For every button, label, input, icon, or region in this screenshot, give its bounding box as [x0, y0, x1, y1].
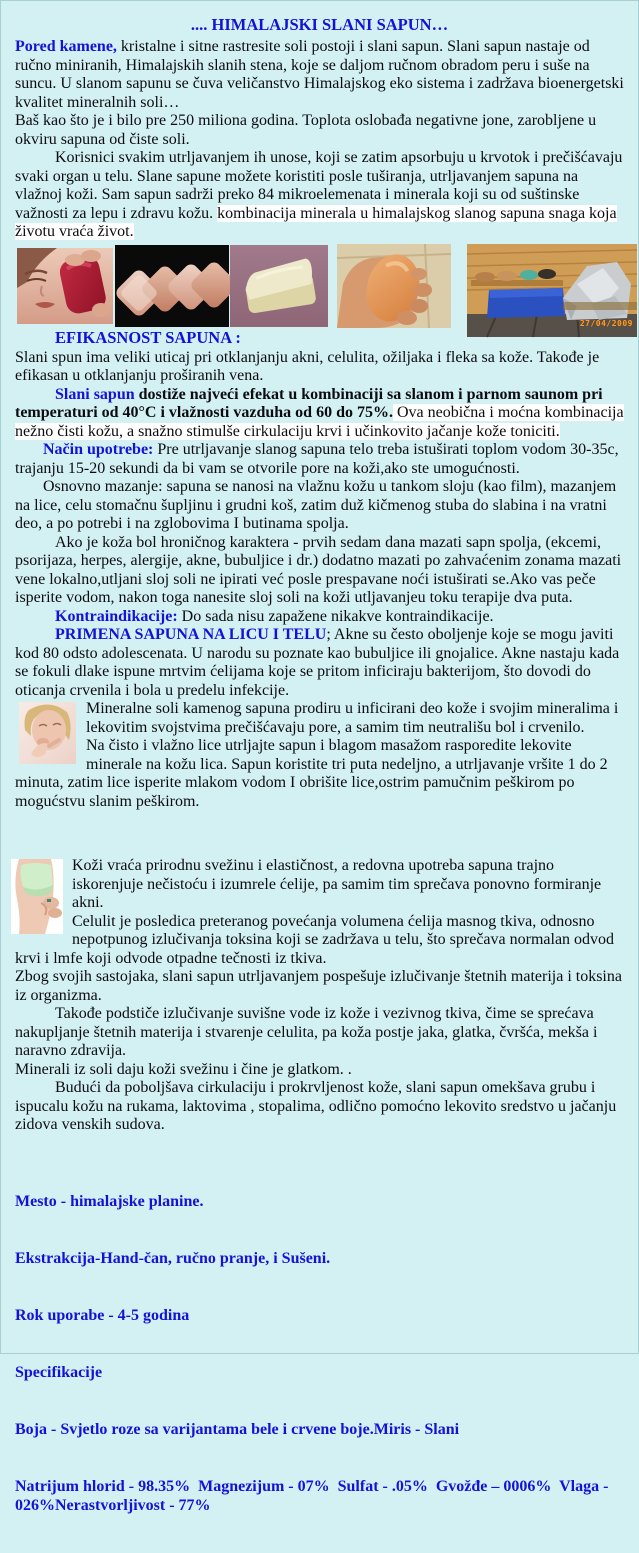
spec-shelf-life: Rok uporabe - 4-5 godina	[15, 1306, 190, 1324]
spacer	[15, 811, 624, 857]
photo-date-stamp: 27/04/2009	[579, 319, 633, 328]
spec-extraction: Ekstrakcija-Hand-čan, ručno pranje, i Sušeni.	[15, 1249, 331, 1267]
efficacy-highlight: Ova neobična i moćna kombinacija nežno čisti kožu, a snažno stimulše cirkulaciju krvi i učinkovito jačanje kože toniciti.	[15, 404, 624, 440]
intro-text: kristalne i sitne rastresite soli postoji i slani sapun. Slani sapun nastaje od ručno miniranih, Himalajskih slanih stena, koje se daljom ručnom obradom peru i suše na suncu. U slanom sapunu se čuva veličanstvo Himalajskog eko sistema i zadržava bioenergetski kvalitet mineralnih soli…	[15, 38, 624, 111]
intro-paragraph	[15, 38, 624, 112]
spec-composition: Natrijum hlorid - 98.35% Magnezijum - 07% Sulfat - .05% Gvožđe – 0006% Vlaga - 026%Nerastvorljivost - 77%	[15, 1477, 613, 1514]
photo-sauna-room	[467, 244, 637, 337]
photo-thigh-cellulite-pinch	[11, 859, 63, 934]
photo-hand-holding-soap	[337, 244, 451, 328]
spec-color-scent: Boja - Svjetlo roze sa varijantama bele i crvene boje.Miris - Slani	[15, 1420, 460, 1438]
efficacy-bold-text: dostiže najveći efekat u kombinaciji sa slanom i parnom saunom pri temperaturi od 40°C i vlažnosti vazduha od 60 do 75%.	[15, 385, 603, 421]
efficacy-paragraph-1: Slani spun ima veliki uticaj pri otklanjanju akni, celulita, ožiljaka i fleka sa kože. Takođe je efikasan u otklanjanju proširanih vena.	[15, 348, 600, 384]
benefits-paragraph-5: Minerali iz soli daju koži svežinu i čine je glatkom. .	[15, 1060, 352, 1078]
benefits-paragraph-4: Takođe podstiče izlučivanje suvišne vode iz kože i vezivnog tkiva, čime se sprećava nakupljanje štetnih materija i stvarenje celulita, pa koža postje jaka, glatka, čvršća, mekša i naravno zdravija.	[15, 1005, 598, 1059]
benefits-paragraph-1: Koži vraća prirodnu svežinu i elastičnost, a redovna upotreba sapuna trajno iskorenjuje nečistoću i izumrele ćelije, pa samim tim sprečava ponovno formiranje akni.	[72, 857, 602, 911]
face-body-text-1: Akne su često oboljenje koje se mogu javiti kod 80 odsto adolescenata. U narodu su poznate kao bubuljice ili gnojalice. Akne nastaju kada se fokuli dlake ispune mrtvim ćelijama koje se pritom inficiraju bakterijom, što dovodi do oticanja crvenila i bola u predelu infekcije.	[15, 626, 620, 699]
acne-paragraph-2: Na čisto i vlažno lice utrljajte sapun i blagom masažom rasporedite lekovite minerale na kožu lica. Sapun koristite tri puta nedeljno, a utrljavanje vršite 1 do 2 minuta, zatim lice isperite mlakom vodom I obrišite lice,ostrim pamučnim peškirom po mogućstvu slanim peškirom.	[15, 737, 608, 810]
photo-woman-face-red-soap	[17, 248, 113, 324]
benefits-paragraph-6: Budući da poboljšava cirkulaciju i prokrvljenost kože, slani sapun omekšava grubu i ispucalu kožu na rukama, laktovima , stopalima, odlično pomoćno lekovito sredstvo u jačanju zidova venskih sudova.	[15, 1079, 617, 1133]
intro-lead: Pored kamene,	[15, 38, 117, 55]
usage-text-1: Pre utrljavanje slanog sapuna telo treba istuširati toplom vodom 30-35c, trajanju 15-20 sekundi da bi vam se otvorile pore na koži,ako ste umogućnosti.	[15, 441, 619, 477]
photo-pink-salt-bars	[115, 245, 229, 327]
page-title: .... HIMALAJSKI SLANI SAPUN…	[190, 15, 449, 34]
contraindications-text: Do sada nisu zapažene nikakve kontraindikacije.	[177, 607, 494, 625]
specifications-block	[15, 1154, 624, 1553]
face-body-lead: PRIMENA SAPUNA NA LICU I TELU	[55, 626, 327, 643]
benefits-paragraph-2: Celulit je posledica preteranog povećanja volumena ćelija masnog tkiva, odnosno nepotpunog izlučivanja toksina koji se zadržava u telu, što sprečava normalan odvod krvi i lmfe koji odvode otpadne tečnosti iz tkiva.	[15, 912, 615, 967]
intro-paragraph-2: Baš kao što je i bilo pre 250 miliona godina. Toplota oslobađa negativne jone, zarobljene u okviru sapuna od čiste soli.	[15, 112, 597, 148]
contraindications-lead: Kontraindikacije:	[55, 607, 178, 625]
acne-section	[15, 700, 624, 811]
image-gallery	[15, 244, 633, 339]
intro-paragraph-3	[15, 149, 624, 242]
spec-location: Mesto - himalajske planine.	[15, 1192, 204, 1210]
usage-paragraph-1	[15, 441, 624, 478]
usage-paragraph-2: Osnovno mazanje: sapuna se nanosi na vlažnu kožu u tankom sloju (kao film), mazanjem na lice, celu stomačnu šupljinu i grudni koš, zatim duž kičmenog stuba do slabina i na vratni deo, a po potrebi i na zglobovima I butinama spolja.	[15, 478, 617, 532]
usage-paragraph-3: Ako je koža bol hroničnog karaktera - prvih sedam dana mazati sapn spolja, (ekcemi, psorijaza, herpes, alergije, akne, bubuljice i dr.) dodatno mazati po zahvaćenim zonama mazati vene lokalno,utljani sloj soli ne ipirati već posle prespavane noći istuširati se.Ako vas peče isperite vodom, nakon toga nanesite sloj soli na koži utljavanjeu toku terapije dva puta.	[15, 533, 622, 606]
face-body-lead-suffix: ;	[326, 626, 331, 643]
photo-woman-squeezing-pimple	[19, 702, 76, 764]
contraindications-paragraph	[15, 608, 624, 627]
cellulite-section	[15, 857, 624, 968]
acne-paragraph-1: Mineralne soli kamenog sapuna prodiru u inficirani deo kože i svojim mineralima i lekovitim svojstvima prečišćavaju pore, a samim tim neutrališu bol i crvenilo.	[86, 700, 619, 736]
photo-cream-soap-bar	[230, 245, 328, 327]
spec-heading: Specifikacije	[15, 1363, 103, 1381]
efficacy-heading: EFIKASNOST SAPUNA :	[55, 327, 241, 347]
efficacy-paragraph-2	[15, 386, 624, 442]
intro-highlight: kombinacija minerala u himalajskog slanog sapuna snaga koja životu vraća život.	[15, 204, 617, 240]
intro-text-3: Korisnici svakim utrljavanjem ih unose, koji se zatim apsorbuju u krvotok i prečišćavaju svaki organ u telu. Slane sapune možete koristiti posle tuširanja, utrljavanjem sapuna na vlažnoj koži. Sam sapun sadrži preko 84 mikroelemenata i minerala koji su od suštinske važnosti za lepu i zdravu kožu.	[15, 149, 623, 222]
benefits-paragraph-3: Zbog svojih sastojaka, slani sapun utrljavanjem pospešuje izlučivanje štetnih materija i toksina iz organizma.	[15, 968, 622, 1004]
usage-lead: Način upotrebe:	[43, 441, 154, 458]
efficacy-lead: Slani sapun	[55, 385, 135, 403]
face-body-paragraph-1	[15, 626, 624, 700]
